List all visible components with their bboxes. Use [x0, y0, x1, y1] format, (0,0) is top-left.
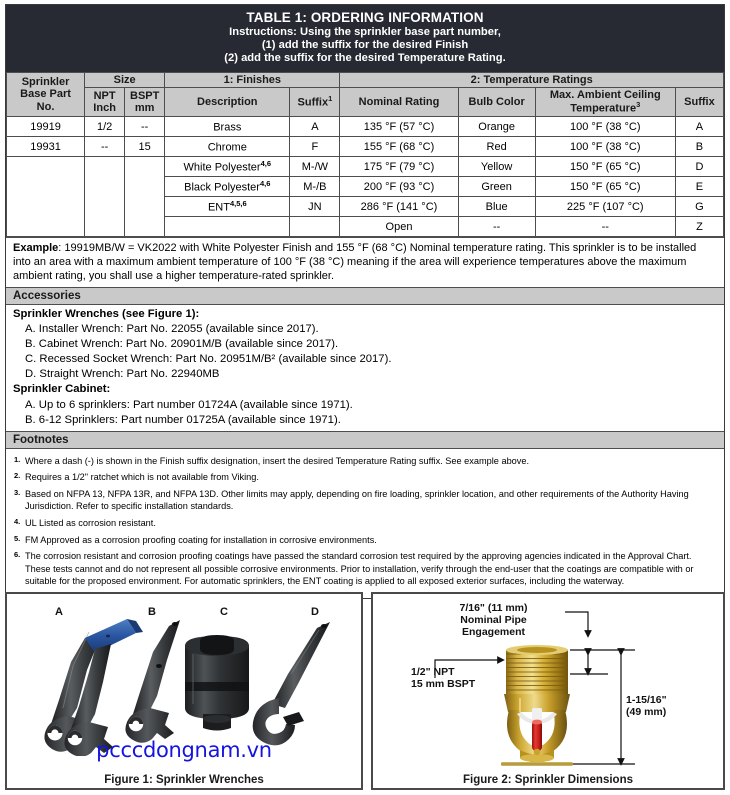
cell-temp-suffix: A	[675, 117, 723, 137]
thread-line-1: 1/2" NPT	[411, 666, 455, 678]
cell-part-no: 19931	[7, 137, 85, 157]
table-title: TABLE 1: ORDERING INFORMATION	[246, 10, 484, 25]
finish-text: ENT	[207, 201, 230, 214]
footnote-number: 5.	[14, 533, 21, 543]
col-header-bulb-color: Bulb Color	[458, 87, 535, 116]
footnote-number: 1.	[14, 454, 21, 464]
list-item: A. Installer Wrench: Part No. 22055 (available since 2017).	[25, 323, 319, 336]
footnote-number: 2.	[14, 471, 21, 481]
cell-nominal: 135 °F (57 °C)	[340, 117, 458, 137]
footnote-item	[14, 534, 717, 546]
footnote-text: The corrosion resistant and corrosion proofing coatings have passed the standard corrosion test required by the approving agencies indicated in the Approval Chart. These tests cannot and do not represent all possible corrosive environments. Prior to installation, verify through the end-user that the coatings are compatible with or suitable for the proposed environment. For automatic sprinklers, the ENT coating is applied to all exposed exterior surfaces, including the waterway.	[25, 551, 694, 586]
footnote-text: Requires a 1/2" ratchet which is not available from Viking.	[25, 472, 259, 483]
cell-bspt-empty	[125, 157, 165, 237]
table-instructions-line-2: (1) add the suffix for the desired Finish	[261, 39, 469, 52]
finish-footnote-ref: 4,5,6	[229, 198, 247, 208]
col-header-npt: NPT Inch	[85, 87, 125, 116]
col-header-temp-ratings: 2: Temperature Ratings	[340, 72, 724, 87]
finish-text: White Polyester	[183, 161, 261, 174]
footnote-number: 3.	[14, 488, 21, 497]
cell-finish-suffix	[290, 217, 340, 237]
cell-nominal: 200 °F (93 °C)	[340, 177, 458, 197]
cell-nominal: Open	[340, 217, 458, 237]
cell-temp-suffix: D	[675, 157, 723, 177]
cell-finish	[165, 137, 290, 157]
footnotes-section-header: Footnotes	[6, 431, 724, 449]
col-header-size: Size	[85, 72, 165, 87]
cell-npt: --	[85, 137, 125, 157]
cell-finish-suffix: JN	[290, 197, 340, 217]
example-text: : 19919MB/W = VK2022 with White Polyester Finish and 155 °F (68 °C) Nominal temperature rating. This sprinkler is to be installed into an area with a maximum ambient temperature of 100 °F (38 °C) meaning if the area will experience temperatures above the maximum ambient rating, you shall use a higher temperature-rated sprinkler.	[13, 242, 697, 283]
cell-bulb: Green	[458, 177, 535, 197]
wrench-c-socket-shape	[185, 635, 249, 731]
table-title-bar	[6, 5, 724, 72]
sprinkler-cabinet-heading: Sprinkler Cabinet:	[13, 383, 111, 396]
list-item: B. 6-12 Sprinklers: Part number 01725A (available since 1971).	[25, 413, 341, 426]
figure-1-panel	[5, 592, 363, 790]
col-header-nominal-rating: Nominal Rating	[340, 87, 458, 116]
max-ambient-footnote-ref: 3	[636, 100, 641, 110]
footnote-text: Where a dash (-) is shown in the Finish suffix designation, insert the desired Temperature Rating suffix. See example above.	[25, 455, 530, 466]
wrench-d-shape	[253, 622, 330, 745]
figures-row	[5, 592, 725, 790]
finish-text: Chrome	[207, 141, 247, 154]
cell-nominal: 286 °F (141 °C)	[340, 197, 458, 217]
figure-2-panel	[371, 592, 725, 790]
table-row	[7, 137, 724, 157]
cell-temp-suffix: B	[675, 137, 723, 157]
cell-finish	[165, 117, 290, 137]
footnote-number: 4.	[14, 516, 21, 526]
list-item: B. Cabinet Wrench: Part No. 20901M/B (available since 2017).	[25, 338, 339, 351]
cell-nominal: 175 °F (79 °C)	[340, 157, 458, 177]
sprinkler-dimension-illustration	[373, 594, 722, 769]
cell-ambient: 150 °F (65 °C)	[535, 157, 675, 177]
finish-text: Black Polyester	[184, 181, 260, 194]
footnote-item	[14, 550, 717, 587]
cell-bulb: Orange	[458, 117, 535, 137]
finish-footnote-ref: 4,6	[259, 178, 271, 188]
wrenches-illustration	[7, 596, 359, 756]
finish-suffix-footnote-ref: 1	[328, 94, 333, 104]
cell-bspt: 15	[125, 137, 165, 157]
engagement-line-3: Engagement	[461, 626, 525, 639]
accessories-section-header: Accessories	[6, 287, 724, 305]
cell-finish-suffix: M-/B	[290, 177, 340, 197]
cell-ambient: 100 °F (38 °C)	[535, 137, 675, 157]
cell-finish	[165, 177, 290, 197]
ordering-table	[6, 72, 724, 238]
table-instructions-line-3: (2) add the suffix for the desired Temperature Rating.	[224, 52, 506, 65]
footnote-item	[14, 517, 717, 529]
footnote-number: 6.	[14, 550, 21, 560]
wrench-label-b: B	[148, 606, 156, 618]
table-header-row-2	[7, 87, 724, 116]
col-header-part-no: Sprinkler Base Part No.	[7, 72, 85, 117]
list-item: C. Recessed Socket Wrench: Part No. 20951M/B² (available since 2017).	[25, 353, 392, 366]
cell-bulb: Red	[458, 137, 535, 157]
finish-footnote-ref: 4,6	[260, 158, 272, 168]
example-block	[6, 237, 724, 287]
finish-text: Brass	[213, 121, 242, 134]
list-item: A. Up to 6 sprinklers: Part number 01724A (available since 1971).	[25, 398, 353, 411]
wrench-label-c: C	[220, 606, 228, 618]
footnote-text: FM Approved as a corrosion proofing coating for installation in corrosive environments.	[25, 534, 377, 545]
accessories-content	[6, 305, 724, 430]
table-header-row-1	[7, 72, 724, 87]
list-item: D. Straight Wrench: Part No. 22940MB	[25, 368, 220, 381]
example-label: Example	[13, 242, 59, 255]
max-ambient-text2: Temperature	[570, 102, 637, 115]
col-header-max-ambient: Max. Ambient Ceiling Temperature$^3$	[535, 87, 675, 116]
table-row	[7, 157, 724, 177]
cell-ambient: 225 °F (107 °C)	[535, 197, 675, 217]
col-header-description: Description	[165, 87, 290, 116]
wrench-label-a: A	[55, 606, 63, 618]
engagement-line-2: Nominal Pipe	[460, 614, 527, 627]
footnote-item	[14, 488, 717, 512]
cell-bulb: Yellow	[458, 157, 535, 177]
footnote-text: UL Listed as corrosion resistant.	[25, 517, 156, 528]
footnote-item	[14, 471, 717, 483]
cell-npt: 1/2	[85, 117, 125, 137]
footnote-item	[14, 455, 717, 467]
figure-2-caption: Figure 2: Sprinkler Dimensions	[463, 774, 633, 786]
cell-finish-suffix: A	[290, 117, 340, 137]
table-row	[7, 117, 724, 137]
col-header-bspt: BSPT mm	[125, 87, 165, 116]
cell-npt-empty	[85, 157, 125, 237]
cell-finish	[165, 197, 290, 217]
cell-bulb: Blue	[458, 197, 535, 217]
ordering-information-table	[5, 4, 725, 599]
cell-finish-suffix: F	[290, 137, 340, 157]
col-header-finishes: 1: Finishes	[165, 72, 340, 87]
footnote-text: Based on NFPA 13, NFPA 13R, and NFPA 13D. Other limits may apply, depending on fire loading, sprinkler location, and other requirements of the Authority Having Jurisdiction. Refer to specific installation standards.	[25, 489, 689, 512]
cell-part-no: 19919	[7, 117, 85, 137]
cell-bspt: --	[125, 117, 165, 137]
cell-part-no-empty	[7, 157, 85, 237]
height-line-1: 1-15/16"	[626, 694, 667, 706]
finish-suffix-text: Suffix	[297, 96, 329, 109]
height-line-2: (49 mm)	[626, 706, 667, 719]
cell-temp-suffix: E	[675, 177, 723, 197]
sprinkler-body	[501, 645, 573, 766]
cell-temp-suffix: Z	[675, 217, 723, 237]
figure-1-caption: Figure 1: Sprinkler Wrenches	[104, 774, 264, 786]
cell-nominal: 155 °F (68 °C)	[340, 137, 458, 157]
col-header-finish-suffix	[290, 87, 340, 116]
footnotes-content	[6, 449, 724, 598]
sprinkler-wrenches-heading: Sprinkler Wrenches (see Figure 1):	[13, 308, 200, 321]
cell-ambient: --	[535, 217, 675, 237]
wrench-b2-shape	[125, 620, 180, 743]
cell-finish	[165, 157, 290, 177]
cell-ambient: 150 °F (65 °C)	[535, 177, 675, 197]
engagement-line-1: 7/16" (11 mm)	[459, 602, 528, 614]
cell-temp-suffix: G	[675, 197, 723, 217]
thread-line-2: 15 mm BSPT	[411, 678, 476, 691]
wrench-label-d: D	[311, 606, 319, 618]
cell-finish	[165, 217, 290, 237]
cell-ambient: 100 °F (38 °C)	[535, 117, 675, 137]
col-header-temp-suffix: Suffix	[675, 87, 723, 116]
cell-finish-suffix: M-/W	[290, 157, 340, 177]
watermark-text: pcccdongnam.vn	[96, 738, 272, 762]
cell-bulb: --	[458, 217, 535, 237]
table-instructions-line-1: Instructions: Using the sprinkler base part number,	[229, 25, 501, 38]
